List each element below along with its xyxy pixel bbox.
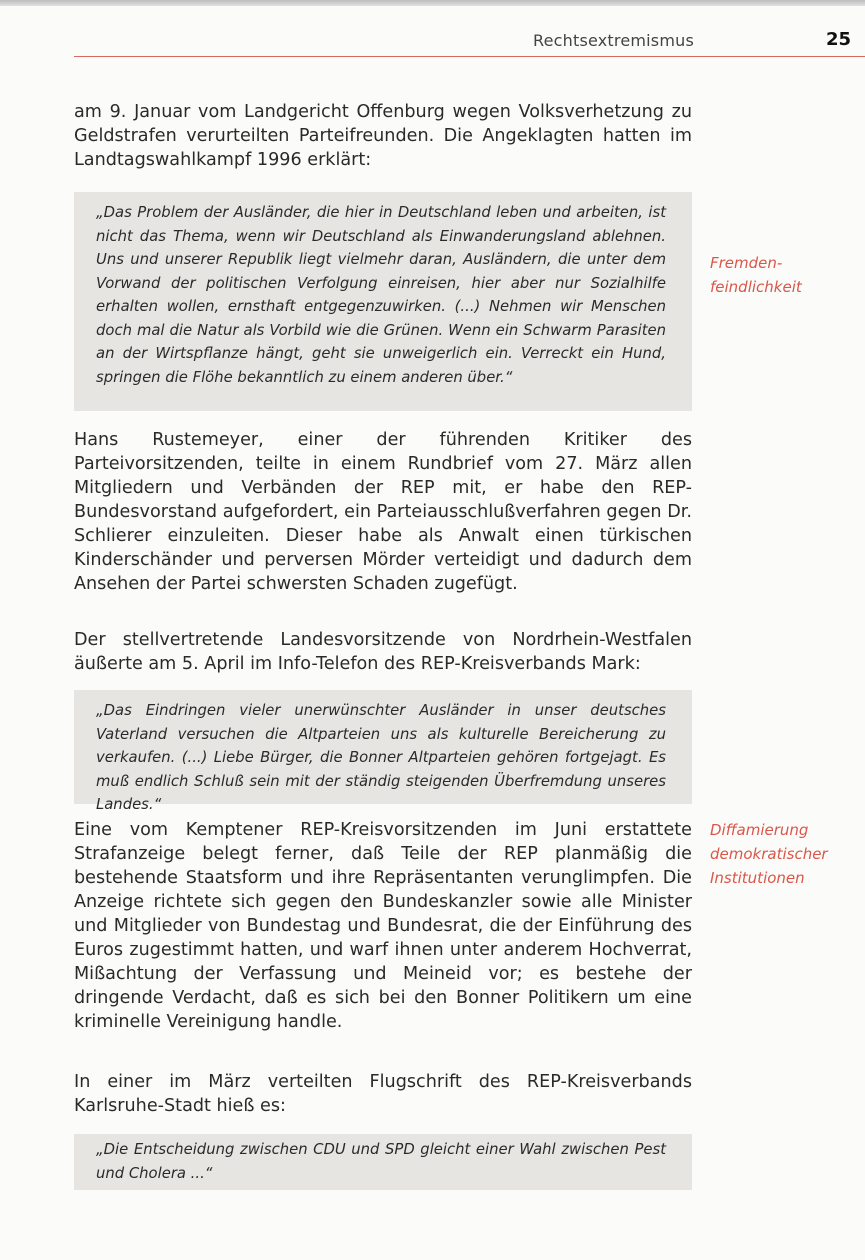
margin-note-diffamierung	[710, 818, 860, 890]
quote-block-3: „Die Entscheidung zwischen CDU und SPD gleicht einer Wahl zwischen Pest und Cholera ...“	[74, 1134, 692, 1190]
quote-block-2: „Das Eindringen vieler unerwünschter Ausländer in unser deutsches Vaterland versuchen die Altparteien uns als kulturelle Bereicherung zu verkaufen. (...) Liebe Bürger, die Bonner Altparteien gehören fortgejagt. Es muß endlich Schluß sein mit der ständig steigenden Überfremdung unseres Landes.“	[74, 690, 692, 804]
quote-block-1: „Das Problem der Ausländer, die hier in Deutschland leben und arbeiten, ist nicht das Thema, wenn wir Deutschland als Einwanderungsland ablehnen. Uns und unserer Republik liegt vielmehr daran, Ausländern, die unter dem Vorwand der politischen Verfolgung einreisen, hier aber nur Sozialhilfe erhalten wollen, ernsthaft entgegenzuwirken. (...) Nehmen wir Menschen doch mal die Natur als Vorbild wie die Grünen. Wenn ein Schwarm Parasiten an der Wirtspflanze hängt, geht sie unweigerlich ein. Verreckt ein Hund, springen die Flöhe bekanntlich zu einem anderen über.“	[74, 192, 692, 411]
margin-note-line: demokratischer	[710, 845, 828, 863]
margin-note-line: Diffamierung	[710, 821, 809, 839]
margin-note-line: feindlichkeit	[710, 278, 802, 296]
paragraph-2: Hans Rustemeyer, einer der führenden Kritiker des Parteivorsitzenden, teilte in einem Rundbrief vom 27. März allen Mitgliedern und Verbänden der REP mit, er habe den REP-Bundesvorstand aufgefordert, ein Parteiausschlußverfahren gegen Dr. Schlierer einzuleiten. Dieser habe als Anwalt einen türkischen Kinderschänder und perversen Mörder verteidigt und dadurch dem Ansehen der Partei schwersten Schaden zugefügt.	[74, 430, 692, 594]
page-number: 25	[826, 29, 852, 50]
paragraph-5: In einer im März verteilten Flugschrift des REP-Kreisverbands Karlsruhe-Stadt hieß es:	[74, 1072, 692, 1116]
paragraph-3: Der stellvertretende Landesvorsitzende von Nordrhein-Westfalen äußerte am 5. April im Info-Telefon des REP-Kreisverbands Mark:	[74, 630, 692, 674]
margin-note-line: Institutionen	[710, 869, 805, 887]
header-rule	[74, 56, 865, 57]
paragraph-4: Eine vom Kemptener REP-Kreisvorsitzenden im Juni erstattete Strafanzeige belegt ferner, daß Teile der REP planmäßig die bestehende Staatsform und ihre Repräsentanten verunglimpfen. Die Anzeige richtete sich gegen den Bundeskanzler sowie alle Minister und Mitglieder von Bundestag und Bundesrat, die der Einführung des Euros zugestimmt hatten, und warf ihnen unter anderem Hochverrat, Mißachtung der Verfassung und Meineid vor; es bestehe der dringende Verdacht, daß es sich bei den Bonner Politikern um eine kriminelle Vereinigung handle.	[74, 820, 692, 1032]
margin-note-line: Fremden-	[710, 254, 783, 272]
top-edge-bar	[0, 0, 865, 6]
running-head: Rechtsextremismus	[533, 31, 694, 50]
paragraph-1: am 9. Januar vom Landgericht Offenburg wegen Volksverhetzung zu Geldstrafen verurteilten Parteifreunden. Die Angeklagten hatten im Landtagswahlkampf 1996 erklärt:	[74, 102, 692, 170]
margin-note-fremdenfeindlichkeit	[710, 251, 860, 299]
